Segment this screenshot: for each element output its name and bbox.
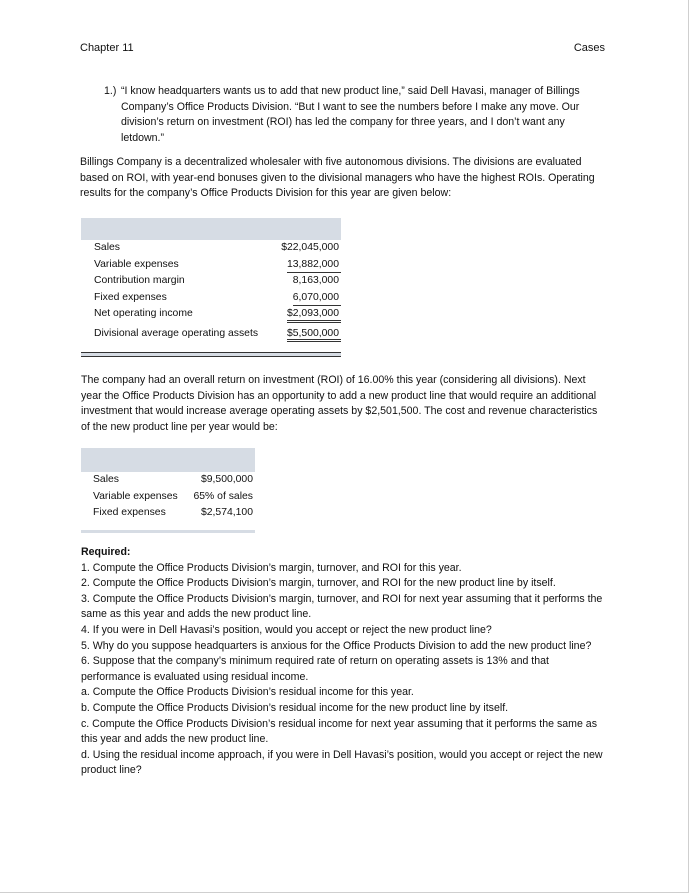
question-1 [104, 84, 609, 146]
required-item: c. Compute the Office Products Division’s residual income for next year assuming that it performs the same as this year and adds the new product line. [81, 717, 597, 746]
row-label: Contribution margin [94, 275, 185, 286]
chapter-header: Chapter 11 [80, 42, 134, 54]
table-header-band [81, 448, 255, 472]
table-footer-band [81, 530, 255, 533]
table-header-band [81, 218, 341, 240]
operating-results-table [81, 218, 341, 357]
required-title: Required: [81, 546, 131, 558]
table-row [81, 505, 255, 522]
row-label: Variable expenses [93, 490, 178, 502]
row-value: 8,163,000 [292, 275, 339, 286]
required-item: d. Using the residual income approach, if you were in Dell Havasi’s position, would you accept or reject the new product line? [81, 748, 603, 777]
row-label: Sales [93, 474, 119, 485]
section-header: Cases [573, 42, 605, 54]
table-row [81, 273, 341, 290]
table-row [81, 257, 341, 274]
required-item: a. Compute the Office Products Division’s residual income for this year. [81, 686, 414, 699]
table-row [81, 240, 341, 257]
question-number: 1.) [104, 85, 117, 97]
required-item: 2. Compute the Office Products Division’s margin, turnover, and ROI for the new product line by itself. [81, 577, 556, 590]
required-item: 4. If you were in Dell Havasi’s position, would you accept or reject the new product line? [81, 623, 492, 636]
table-row [81, 326, 341, 343]
row-label: Divisional average operating assets [94, 327, 259, 339]
second-paragraph: The company had an overall return on investment (ROI) of 16.00% this year (considering all divisions). Next year the Office Products Division has an opportunity to add a new product line that would require an additional investment that would increase average operating assets by $2,501,500. The cost and revenue characteristics of the new product line per year would be: [81, 374, 598, 433]
row-value: $2,093,000 [287, 306, 341, 323]
row-value: 6,070,000 [293, 290, 341, 307]
row-value: 65% of sales [193, 490, 253, 502]
new-product-line-table [81, 448, 255, 533]
row-value: $2,574,100 [200, 507, 253, 518]
intro-paragraph: Billings Company is a decentralized wholesaler with five autonomous divisions. The divisions are evaluated based on ROI, with year-end bonuses given to the divisional managers who have the highest ROIs. Operating results for the company’s Office Products Division for this year are given below: [80, 156, 595, 200]
row-label: Sales [94, 242, 120, 253]
row-label: Fixed expenses [94, 291, 167, 303]
required-item: 1. Compute the Office Products Division’s margin, turnover, and ROI for this year. [81, 561, 462, 574]
table-row [81, 472, 255, 489]
row-value: $5,500,000 [287, 326, 341, 343]
required-item: 6. Suppose that the company’s minimum required rate of return on operating assets is 13% and that performance is evaluated using residual income. [81, 655, 549, 683]
row-label: Variable expenses [94, 258, 179, 270]
row-value: $9,500,000 [200, 474, 253, 485]
table-row [81, 489, 255, 506]
row-label: Fixed expenses [93, 507, 166, 518]
row-value: $22,045,000 [281, 242, 339, 253]
required-item: b. Compute the Office Products Division’s residual income for the new product line by itself. [81, 701, 509, 714]
required-item: 5. Why do you suppose headquarters is anxious for the Office Products Division to add the new product line? [81, 639, 592, 652]
required-item: 3. Compute the Office Products Division’s margin, turnover, and ROI for next year assuming that it performs the same as this year and adds the new product line. [81, 592, 603, 621]
row-value: 13,882,000 [287, 257, 341, 274]
table-row [81, 290, 341, 307]
table-row [81, 306, 341, 323]
table-footer-band [81, 352, 341, 357]
required-section [81, 545, 606, 779]
question-quote: “I know headquarters wants us to add that new product line,” said Dell Havasi, manager of Billings Company’s Office Products Division. “But I want to see the numbers before I make any move. Our division’s return on investment (ROI) has led the company for three years, and I don’t want any letdown.” [121, 85, 580, 144]
row-label: Net operating income [94, 308, 193, 319]
